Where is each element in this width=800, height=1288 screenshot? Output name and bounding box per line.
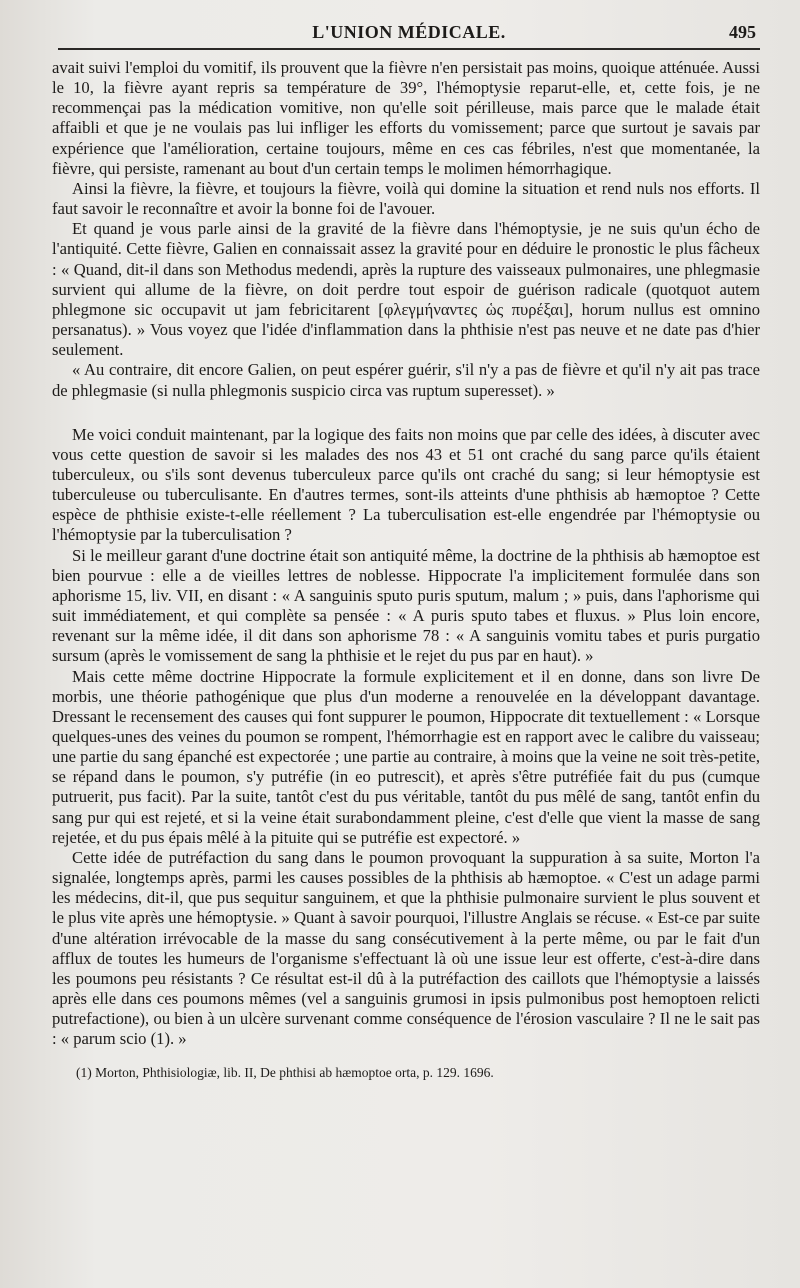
paragraph-3: Et quand je vous parle ainsi de la gravité de la fièvre dans l'hémoptysie, je ne suis qu'un écho de l'antiquité. Cette fièvre, Galien en connaissait assez la gravité pour en déduire le pronostic le plus fâcheux : « Quand, dit-il dans son Methodus medendi, après la rupture des vaisseaux pulmonaires, une phlegmasie survient qui allume de la fièvre, on doit perdre tout espoir de guérison radicale (quotquot autem phlegmone sic occupavit ut jam febricitarent [φλεγμήναντες ὡς πυρέξαι], horum nullus est omnino persanatus). » Vous voyez que l'idée d'inflammation dans la phthisie n'est pas neuve et ne date pas d'hier seulement. <box>52 219 760 360</box>
body-text <box>52 58 760 1050</box>
paragraph-6: Si le meilleur garant d'une doctrine était son antiquité même, la doctrine de la phthisis ab hæmoptoe est bien pourvue : elle a de vieilles lettres de noblesse. Hippocrate l'a implicitement formulée dans son aphorisme 15, liv. VII, en disant : « A sanguinis sputo puris sputum, malum ; » puis, dans l'aphorisme qui suit immédiatement, et qui complète sa pensée : « A puris sputo tabes et fluxus. » Plus loin encore, revenant sur la même idée, il dit dans son aphorisme 78 : « A sanguinis vomitu tabes et puris purgatio sursum (après le vomissement de sang la phthisie et le rejet du pus par en haut). » <box>52 545 760 666</box>
paragraph-5: Me voici conduit maintenant, par la logique des faits non moins que par celle des idées, à discuter avec vous cette question de savoir si les malades des nos 43 et 51 ont craché du sang parce qu'ils étaient tuberculeux, ou s'ils sont devenus tuberculeux parce qu'ils ont craché du sang; si leur hémoptysie est tuberculeuse ou tuberculisante. En d'autres termes, sont-ils atteints d'une phthisis ab hæmoptoe ? Cette espèce de phthisie existe-t-elle réellement ? La tuberculisation est-elle engendrée par l'hémoptysie ou l'hémoptysie par la tuberculisation ? <box>52 424 760 545</box>
journal-title: L'UNION MÉDICALE. <box>312 22 506 42</box>
running-head <box>58 14 760 50</box>
page-number: 495 <box>729 22 756 42</box>
paragraph-2: Ainsi la fièvre, la fièvre, et toujours la fièvre, voilà qui domine la situation et rend nuls nos efforts. Il faut savoir le reconnaître et avoir la bonne foi de l'avouer. <box>52 178 760 219</box>
footnote: (1) Morton, Phthisiologiæ, lib. II, De phthisi ab hæmoptoe orta, p. 129. 1696. <box>76 1064 494 1080</box>
paragraph-1: avait suivi l'emploi du vomitif, ils prouvent que la fièvre n'en persistait pas moins, quoique atténuée. Aussi le 10, la fièvre ayant repris sa température de 39°, l'hémoptysie reparut-elle, et, cette fois, je ne recommençai pas la médication vomitive, non qu'elle soit périlleuse, mais parce que le malade était affaibli et que je ne voulais pas lui infliger les efforts du vomissement; parce que surtout je savais par expérience que l'amélioration, certaine toujours, même en ces cas fébriles, n'est que momentanée, la fièvre, qui persiste, ramenant au bout d'un certain temps le molimen hémorrhagique. <box>52 58 760 178</box>
paragraph-7: Mais cette même doctrine Hippocrate la formule explicitement et il en donne, dans son livre De morbis, une théorie pathogénique que plus d'un moderne a renouvelée en la développant davantage. Dressant le recensement des causes qui font suppurer le poumon, Hippocrate dit textuellement : « Lorsque quelques-unes des veines du poumon se rompent, l'hémorrhagie est en rapport avec le calibre du vaisseau; une partie du sang épanché est expectorée ; une partie au contraire, à moins que la veine ne soit très-petite, se répand dans le poumon, s'y putréfie (in eo putrescit), et après s'être putréfiée fait du pus (cumque putruerit, pus facit). Par la suite, tantôt c'est du pus véritable, tantôt du pus mêlé de sang, tantôt enfin du sang pur qui est rejeté, et si la veine était surabondamment pleine, c'est d'elle que vient la masse de sang rejetée, et du pus épais mêlé à la pituite qui se putréfie est expectoré. » <box>52 666 760 847</box>
paragraph-8: Cette idée de putréfaction du sang dans le poumon provoquant la suppuration à sa suite, Morton l'a signalée, longtemps après, parmi les causes possibles de la phthisis ab hæmoptoe. « C'est un adage parmi les médecins, dit-il, que pus sequitur sanguinem, et que la phthisie pulmonaire survient le plus souvent et le plus vite après une hémoptysie. » Quant à savoir pourquoi, l'illustre Anglais se récuse. « Est-ce par suite d'une altération irrévocable de la masse du sang consécutivement à la perte même, ou par le fait d'un afflux de toutes les humeurs de l'organisme s'effectuant là où une issue leur est offerte, c'est-à-dire dans les poumons peu résistants ? Ce résultat est-il dû à la putréfaction des caillots que l'hémoptysie a laissés après elle dans ces poumons mêmes (vel a sanguinis grumosi in ipsis pulmonibus post hemoptoen relicti putrefactione), ou bien à un ulcère survenant comme conséquence de l'érosion vasculaire ? Il ne le sait pas : « parum scio (1). » <box>52 847 760 1049</box>
paragraph-4: « Au contraire, dit encore Galien, on peut espérer guérir, s'il n'y a pas de fièvre et qu'il n'y ait pas trace de phlegmasie (si nulla phlegmonis suspicio circa vas ruptum superesset). » <box>52 360 760 400</box>
